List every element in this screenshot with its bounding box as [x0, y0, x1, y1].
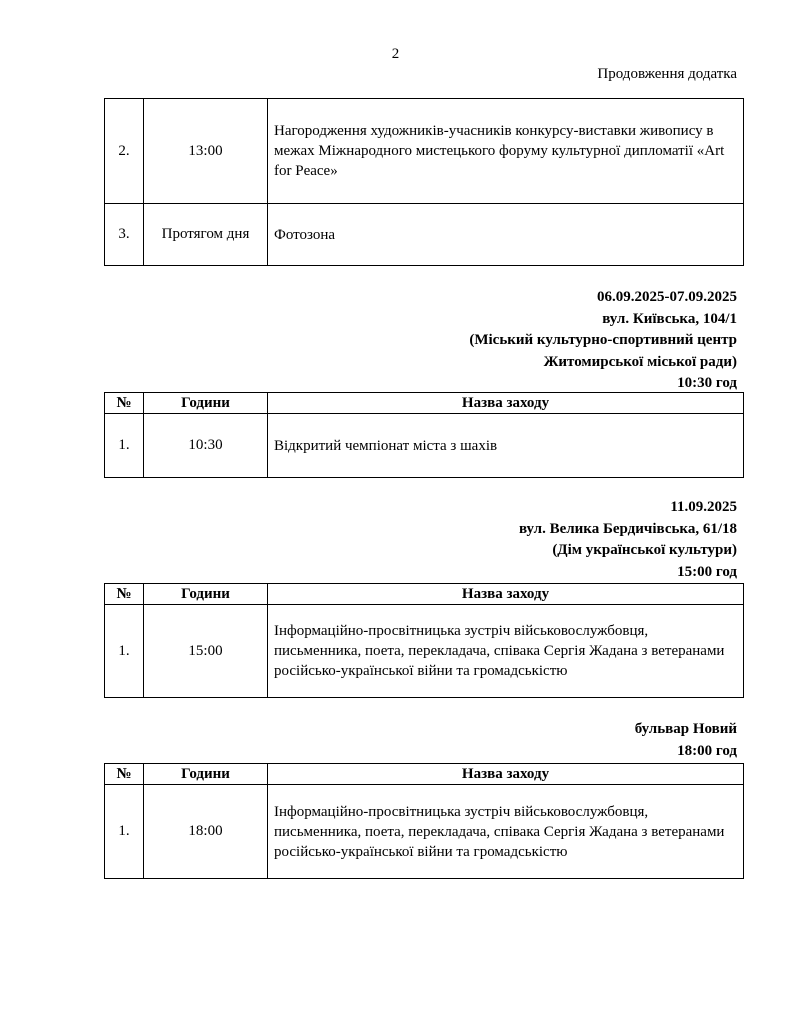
col-header-name: Назва заходу [268, 764, 744, 785]
table-header-row [105, 764, 744, 785]
col-header-num: № [105, 764, 144, 785]
block3-date: 11.09.2025 [670, 499, 737, 515]
row-number: 1. [105, 414, 144, 478]
row-event-name: Відкритий чемпіонат міста з шахів [268, 414, 744, 478]
row-event-name: Інформаційно-просвітницька зустріч військовослужбовця, письменника, поета, перекладача, співака Сергія Жадана з ветеранами російсько-української війни та громадськістю [268, 605, 744, 698]
col-header-num: № [105, 393, 144, 414]
block2-header [469, 287, 737, 395]
row-time: 10:30 [144, 414, 268, 478]
row-time: 18:00 [144, 785, 268, 879]
table-row [105, 99, 744, 204]
block2-venue-line1: (Міський культурно-спортивний центр [469, 332, 737, 348]
events-table-2 [104, 392, 744, 478]
col-header-num: № [105, 584, 144, 605]
row-number: 3. [105, 204, 144, 266]
block2-address: вул. Київська, 104/1 [602, 310, 737, 327]
row-event-name: Нагородження художників-учасників конкурсу-виставки живопису в межах Міжнародного мистецького форуму культурної дипломатії «Art for Peace» [268, 99, 744, 204]
block2-time: 10:30 год [677, 375, 737, 391]
row-time: Протягом дня [144, 204, 268, 266]
table-row [105, 785, 744, 879]
row-time: 13:00 [144, 99, 268, 204]
col-header-time: Години [144, 393, 268, 414]
col-header-time: Години [144, 584, 268, 605]
events-table-1 [104, 98, 744, 266]
row-event-name: Фотозона [268, 204, 744, 266]
col-header-name: Назва заходу [268, 584, 744, 605]
continuation-note: Продовження додатка [597, 66, 737, 82]
block3-time: 15:00 год [677, 563, 737, 580]
block3-address: вул. Велика Бердичівська, 61/18 [518, 520, 737, 537]
block2-venue-line2: Житомирської міської ради) [543, 353, 737, 370]
table-header-row [105, 584, 744, 605]
events-table-4 [104, 763, 744, 879]
row-number: 2. [105, 99, 144, 204]
block3-venue: (Дім української культури) [552, 542, 737, 558]
table-row [105, 605, 744, 698]
table-row [105, 414, 744, 478]
block2-date: 06.09.2025-07.09.2025 [597, 289, 737, 305]
block3-header [519, 497, 737, 583]
col-header-time: Години [144, 764, 268, 785]
page-number: 2 [391, 46, 400, 62]
block4-header [635, 719, 737, 762]
row-time: 15:00 [144, 605, 268, 698]
row-number: 1. [105, 785, 144, 879]
row-event-name: Інформаційно-просвітницька зустріч військовослужбовця, письменника, поета, перекладача, співака Сергія Жадана з ветеранами російсько-української війни та громадськістю [268, 785, 744, 879]
table-header-row [105, 393, 744, 414]
block4-time: 18:00 год [677, 742, 737, 759]
events-table-3 [104, 583, 744, 698]
table-row [105, 204, 744, 266]
block4-address: бульвар Новий [634, 721, 737, 737]
col-header-name: Назва заходу [268, 393, 744, 414]
row-number: 1. [105, 605, 144, 698]
